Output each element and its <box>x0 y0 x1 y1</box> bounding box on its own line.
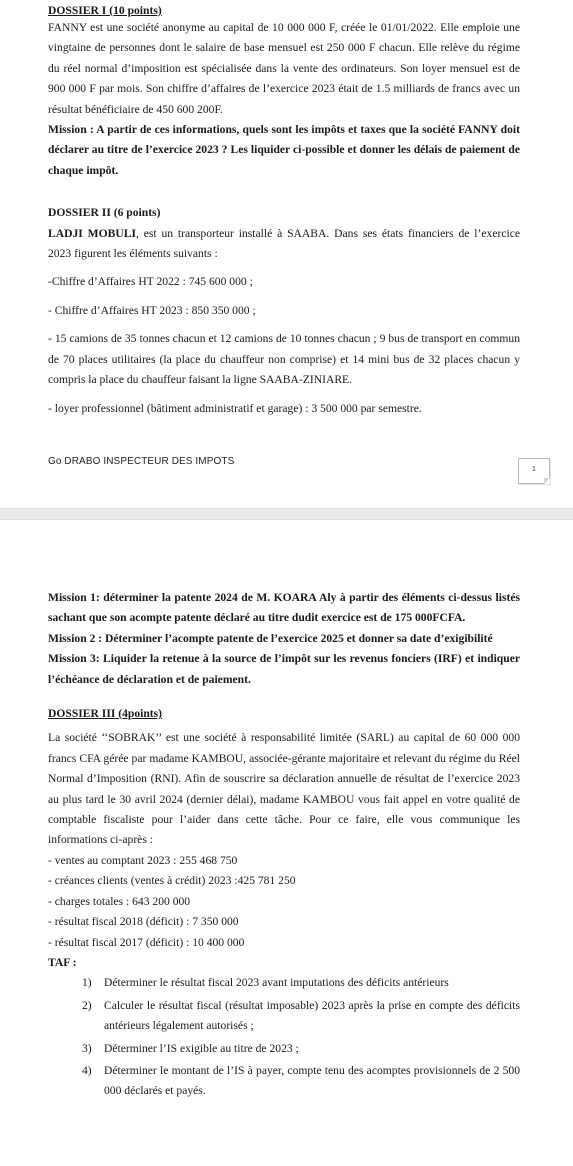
dossier-2-item: -Chiffre d’Affaires HT 2022 : 745 600 000 ; <box>48 275 253 289</box>
page-fold-corner <box>544 478 550 484</box>
taf-item <box>82 1061 520 1102</box>
taf-item-number: 1) <box>82 976 92 990</box>
taf-item-number: 3) <box>82 1041 92 1055</box>
taf-item <box>82 1039 520 1059</box>
dossier-1-text: FANNY est une société anonyme au capital de 10 000 000 F, créée le 01/01/2022. Elle emploie une vingtaine de personnes dont le salaire de base mensuel est 250 000 F chacun. Elle relève du régime du réel normal d’imposition est spécialisée dans la vente des ordinateurs. Son loyer mensuel est de 900 000 F par mois. Son chiffre d’affaires de l’exercice 2023 était de 1.5 milliards de francs avec un résultat bénéficiaire de 450 600 200F. <box>48 21 520 116</box>
transporter-name: LADJI MOBULI <box>48 226 136 240</box>
taf-list <box>48 973 520 1101</box>
dossier-3-text: La société ‘‘SOBRAK’’ est une société à responsabilité limitée (SARL) au capital de 60 000 000 francs CFA gérée par madame KAMBOU, associée-gérante majoritaire et relevant du régime du Réel Normal d’Imposition (RNI). Afin de souscrire sa déclaration annuelle de résultat de l’exercice 2023 au plus tard le 30 avril 2024 (dernier délai), madame KAMBOU vous fait appel en votre qualité de comptable fiscaliste pour l’aider dans cette tâche. Pour ce faire, elle vous communique les informations ci-après : <box>48 731 520 847</box>
dossier-2-heading: DOSSIER II (6 points) <box>48 206 161 220</box>
taf-item-text: Déterminer le montant de l’IS à payer, compte tenu des acomptes provisionnels de 2 500 000 déclarés et payés. <box>104 1063 520 1098</box>
taf-item-number: 2) <box>82 998 92 1012</box>
page-footer: Go DRABO INSPECTEUR DES IMPOTS <box>48 456 235 467</box>
dossier-3-item: - résultat fiscal 2017 (déficit) : 10 400 000 <box>48 935 245 949</box>
dossier-3-item: - créances clients (ventes à crédit) 2023 :425 781 250 <box>48 874 296 888</box>
mission-3: Mission 3: Liquider la retenue à la source de l’impôt sur les revenus fonciers (IRF) et indiquer l’échéance de déclaration et de paiement. <box>48 652 520 686</box>
mission-2: Mission 2 : Déterminer l’acompte patente de l’exercice 2025 et donner sa date d’exigibilité <box>48 631 493 645</box>
dossier-1-mission: Mission : A partir de ces informations, quels sont les impôts et taxes que la société FANNY doit déclarer au titre de l’exercice 2023 ? Les liquider ci-possible et donner les délais de paiement de chaque impôt. <box>48 123 520 177</box>
dossier-1-heading: DOSSIER I (10 points) <box>48 4 162 17</box>
taf-label: TAF : <box>48 955 77 969</box>
dossier-3-item: - ventes au comptant 2023 : 255 468 750 <box>48 853 238 867</box>
page-1-content <box>48 4 520 427</box>
taf-item-text: Calculer le résultat fiscal (résultat imposable) 2023 après la prise en compte des déficits antérieurs légalement autorisés ; <box>104 998 520 1033</box>
dossier-2-item: - loyer professionnel (bâtiment administratif et garage) : 3 500 000 par semestre. <box>48 401 422 415</box>
page-separator <box>0 508 573 520</box>
taf-item-number: 4) <box>82 1063 92 1077</box>
taf-item-text: Déterminer l’IS exigible au titre de 2023 ; <box>104 1041 299 1055</box>
taf-item <box>82 973 520 993</box>
dossier-3-item: - résultat fiscal 2018 (déficit) : 7 350 000 <box>48 915 239 929</box>
taf-item <box>82 996 520 1037</box>
page-number: 1 <box>532 466 536 473</box>
dossier-2-item: - Chiffre d’Affaires HT 2023 : 850 350 000 ; <box>48 303 256 317</box>
dossier-3-heading: DOSSIER III (4points) <box>48 707 163 721</box>
taf-item-text: Déterminer le résultat fiscal 2023 avant imputations des déficits antérieurs <box>104 976 449 990</box>
mission-1: Mission 1: déterminer la patente 2024 de M. KOARA Aly à partir des éléments ci-dessus listés sachant que son acompte patente déclaré au titre dudit exercice est de 175 000FCFA. <box>48 591 520 625</box>
document-page-1 <box>0 0 573 508</box>
document-page-2 <box>0 520 573 1166</box>
dossier-2-intro <box>48 224 520 265</box>
dossier-2-intro-rest: , est un transporteur installé à SAABA. Dans ses états financiers de l’exercice 2023 figurent les éléments suivants : <box>48 226 520 261</box>
page-number-box <box>518 458 550 484</box>
dossier-2-item: - 15 camions de 35 tonnes chacun et 12 camions de 10 tonnes chacun ; 9 bus de transport en commun de 70 places utilitaires (la place du chauffeur non comprise) et 14 mini bus de 32 places chacun y compris la place du chauffeur faisant la ligne SAABA-ZINIARE. <box>48 332 520 387</box>
page-2-content <box>48 588 520 1104</box>
dossier-3-item: - charges totales : 643 200 000 <box>48 894 191 908</box>
